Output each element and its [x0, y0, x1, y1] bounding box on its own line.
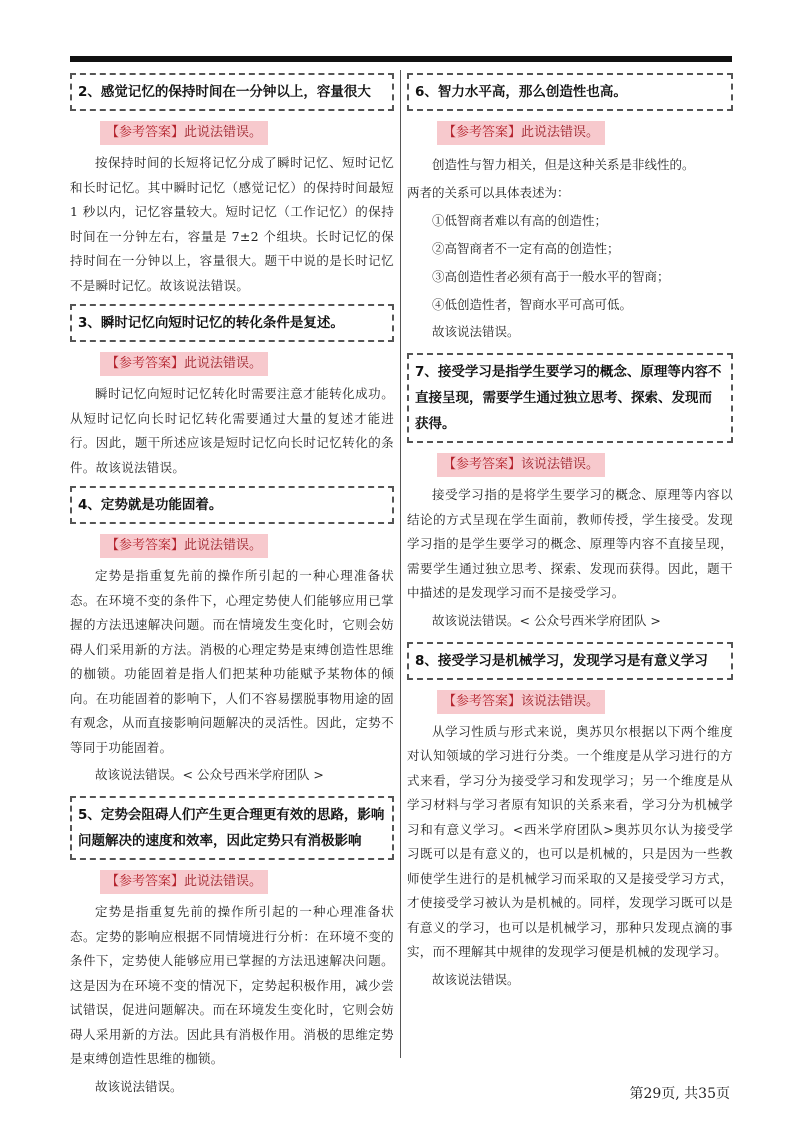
- answer-text: 此说法错误。: [521, 125, 600, 140]
- question-8: [407, 642, 733, 993]
- answer-text: 此说法错误。: [184, 356, 263, 371]
- answer-label: 【参考答案】: [106, 874, 185, 889]
- answer-label: 【参考答案】: [443, 125, 522, 140]
- explanation-paragraph: 瞬时记忆向短时记忆转化时需要注意才能转化成功。从短时记忆向长时记忆转化需要通过大量的复述才能进行。因此，题干所述应该是短时记忆向长时记忆转化的条件。故该说法错误。: [70, 386, 394, 475]
- answer-label: 【参考答案】: [443, 457, 522, 472]
- list-item: ④低创造性者，智商水平可高可低。: [432, 297, 633, 312]
- answer-badge: [437, 690, 605, 714]
- question-title: 4、定势就是功能固着。: [70, 486, 394, 524]
- answer-badge: [100, 870, 268, 894]
- list-item: ①低智商者难以有高的创造性；: [432, 213, 608, 228]
- question-title: 7、接受学习是指学生要学习的概念、原理等内容不直接呈现，需要学生通过独立思考、探索、发现而获得。: [407, 353, 733, 443]
- question-5: [70, 796, 394, 1100]
- answer-text: 该说法错误。: [521, 693, 600, 709]
- conclusion-line: 故该说法错误。< 公众号西米学府团队 >: [432, 612, 661, 628]
- question-title: 6、智力水平高，那么创造性也高。: [407, 73, 733, 111]
- question-2: [70, 73, 394, 298]
- answer-text: 此说法错误。: [184, 125, 263, 140]
- conclusion-line: 故该说法错误。< 公众号西米学府团队 >: [95, 767, 324, 782]
- conclusion-line: 故该说法错误。: [95, 1078, 183, 1094]
- explanation-paragraph: 按保持时间的长短将记忆分成了瞬时记忆、短时记忆和长时记忆。其中瞬时记忆（感觉记忆）的保持时间最短 1 秒以内，记忆容量较大。短时记忆（工作记忆）的保持时间在一分钟左右，容量是 7±2 个组块。长时记忆的保持时间在一分钟以上，容量很大。题干中说的是长时记忆不是瞬时记忆。故该说法错误。: [70, 155, 394, 293]
- page-number: 第29页, 共35页: [629, 1086, 730, 1102]
- question-title: 3、瞬时记忆向短时记忆的转化条件是复述。: [70, 304, 394, 342]
- explanation-paragraph: 创造性与智力相关，但是这种关系是非线性的。: [432, 157, 695, 172]
- question-7: [407, 353, 733, 634]
- question-4: [70, 486, 394, 788]
- answer-badge: [100, 352, 268, 376]
- question-6: [407, 73, 733, 345]
- left-column: [70, 73, 394, 1108]
- explanation-paragraph: 定势是指重复先前的操作所引起的一种心理准备状态。在环境不变的条件下，心理定势使人们能够应用已掌握的方法迅速解决问题。而在情境发生变化时，它则会妨碍人们采用新的方法。消极的心理定势是束缚创造性思维的枷锁。功能固着是指人们把某种功能赋予某物体的倾向。在功能固着的影响下，人们不容易摆脱事物用途的固有观念，从而直接影响问题解决的灵活性。因此，定势不等同于功能固着。: [70, 568, 394, 755]
- explanation-paragraph: 两者的关系可以具体表述为：: [407, 185, 570, 200]
- list-item: ③高创造性者必须有高于一般水平的智商；: [432, 269, 670, 284]
- right-column: [407, 73, 733, 1001]
- list-item: ②高智商者不一定有高的创造性；: [432, 241, 620, 256]
- answer-text: 此说法错误。: [184, 538, 263, 553]
- answer-badge: [100, 121, 268, 145]
- answer-badge: [100, 534, 268, 558]
- answer-text: 该说法错误。: [521, 457, 600, 472]
- question-3: [70, 304, 394, 480]
- explanation-paragraph: 从学习性质与形式来说，奥苏贝尔根据以下两个维度对认知领域的学习进行分类。一个维度是从学习进行的方式来看，学习分为接受学习和发现学习；另一个维度是从学习材料与学习者原有知识的关系来看，学习分为机械学习和有意义学习。<西米学府团队>奥苏贝尔认为接受学习既可以是有意义的，也可以是机械的，只是因为一些教师使学生进行的是机械学习而采取的又是接受学习方式，才使接受学习被认为是机械的。同样，发现学习既可以是有意义的学习，也可以是机械学习，那种只发现点滴的事实，而不理解其中规律的发现学习便是机械的发现学习。: [407, 723, 733, 959]
- question-title: 8、接受学习是机械学习，发现学习是有意义学习: [407, 642, 733, 680]
- column-divider: [400, 70, 401, 1058]
- answer-label: 【参考答案】: [443, 693, 522, 709]
- top-rule: [70, 56, 732, 62]
- answer-label: 【参考答案】: [106, 125, 185, 140]
- answer-label: 【参考答案】: [106, 356, 185, 371]
- answer-badge: [437, 453, 605, 477]
- question-title: 5、定势会阻碍人们产生更合理更有效的思路，影响问题解决的速度和效率，因此定势只有消极影响: [70, 796, 394, 860]
- answer-label: 【参考答案】: [106, 538, 185, 553]
- answer-badge: [437, 121, 605, 145]
- explanation-paragraph: 定势是指重复先前的操作所引起的一种心理准备状态。定势的影响应根据不同情境进行分析：在环境不变的条件下，定势使人能够应用已掌握的方法迅速解决问题。这是因为在环境不变的情况下，定势起积极作用，减少尝试错误，促进问题解决。而在环境发生变化时，它则会妨碍人采用新的方法。因此具有消极作用。消极的思维定势是束缚创造性思维的枷锁。: [70, 904, 394, 1066]
- answer-text: 此说法错误。: [184, 874, 263, 889]
- explanation-paragraph: 接受学习指的是将学生要学习的概念、原理等内容以结论的方式呈现在学生面前，教师传授，学生接受。发现学习指的是学生要学习的概念、原理等内容不直接呈现，需要学生通过独立思考、探索、发现而获得。因此，题干中描述的是发现学习而不是接受学习。: [407, 487, 733, 600]
- conclusion-line: 故该说法错误。: [432, 324, 520, 339]
- question-title: 2、感觉记忆的保持时间在一分钟以上，容量很大: [70, 73, 394, 111]
- conclusion-line: 故该说法错误。: [432, 971, 520, 987]
